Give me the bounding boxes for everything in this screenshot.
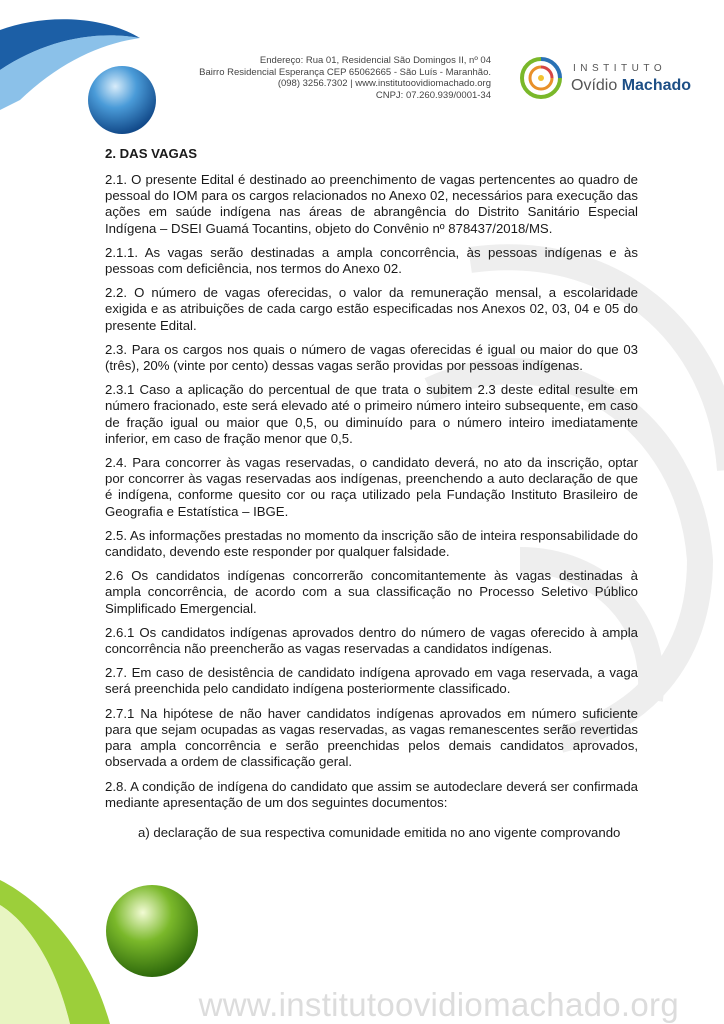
address-line: CNPJ: 07.260.939/0001-34 <box>375 89 491 101</box>
institute-logo <box>516 55 696 101</box>
paragraph: 2.1.1. As vagas serão destinadas a ampla concorrência, às pessoas indígenas e às pessoas com deficiência, nos termos do Anexo 02. <box>105 244 638 277</box>
paragraph: 2.2. O número de vagas oferecidas, o valor da remuneração mensal, a escolaridade exigida e as atribuições de cada cargo estão especificadas nos Anexos 02, 03, 04 e 05 do presente Edital. <box>105 285 638 333</box>
paragraph: 2.7. Em caso de desistência de candidato indígena aprovado em vaga reservada, a vaga será preenchida pelo candidato indígena posteriormente classificado. <box>105 665 638 697</box>
header-address <box>188 55 491 101</box>
paragraph: 2.1. O presente Edital é destinado ao preenchimento de vagas pertencentes ao quadro de pessoal do IOM para os cargos relacionados no Anexo 02, necessários para execução das ações em saúde indígena nas áreas de abrangência do Distrito Sanitário Especial Indígena – DSEI Guamá Tocantins, objeto do Convênio nº 878437/2018/MS. <box>105 172 638 236</box>
logo-name <box>571 77 691 95</box>
paragraph: 2.3.1 Caso a aplicação do percentual de que trata o subitem 2.3 deste edital resulte em número fracionado, este será elevado até o primeiro número inteiro subsequente, em caso de fração igual ou maior que 0,5, ou diminuído para o número inteiro imediatamente inferior, em caso de fração menor que 0,5. <box>105 382 638 446</box>
paragraph: 2.7.1 Na hipótese de não haver candidatos indígenas aprovados em número suficiente para que sejam ocupadas as vagas reservadas, as vagas remanescentes serão revertidas para ampla concorrência e serão preenchidas pelos demais candidatos aprovados, observada a ordem de classificação geral. <box>105 705 638 770</box>
logo-swirl-icon <box>516 55 566 101</box>
paragraph: 2.4. Para concorrer às vagas reservadas, o candidato deverá, no ato da inscrição, optar por concorrer às vagas reservadas aos indígenas, preenchendo a auto declaração de que é indígena, conforme quesito cor ou raça utilizado pela Fundação Instituto Brasileiro de Geografia e Estatística – IBGE. <box>105 455 638 519</box>
list-item: a) declaração de sua respectiva comunidade emitida no ano vigente comprovando <box>138 824 621 840</box>
green-sphere <box>106 885 198 977</box>
logo-name-second: Machado <box>621 77 692 94</box>
paragraph: 2.6.1 Os candidatos indígenas aprovados dentro do número de vagas oferecido à ampla concorrência não preencherão as vagas reservadas a candidatos indígenas. <box>105 624 638 657</box>
document-body <box>105 146 638 849</box>
paragraph: 2.5. As informações prestadas no momento da inscrição são de inteira responsabilidade do candidato, devendo este responder por qualquer falsidade. <box>105 527 638 560</box>
blue-sphere <box>88 66 156 134</box>
paragraph: 2.3. Para os cargos nos quais o número de vagas oferecidas é igual ou maior do que 03 (três), 20% (vinte por cento) dessas vagas serão providas por pessoas indígenas. <box>105 341 638 374</box>
logo-top-text: INSTITUTO <box>573 63 667 74</box>
address-line: Bairro Residencial Esperança CEP 65062665 - São Luís - Maranhão. <box>199 66 491 78</box>
section-title: 2. DAS VAGAS <box>105 146 198 161</box>
paragraph: 2.8. A condição de indígena do candidato que assim se autodeclare deverá ser confirmada mediante apresentação de um dos seguintes documentos: <box>105 778 638 810</box>
logo-name-first: Ovídio <box>571 77 618 94</box>
address-line: Endereço: Rua 01, Residencial São Domingos II, nº 04 <box>259 55 491 66</box>
footer-url-text: www.institutoovidiomachado.org <box>198 986 679 1023</box>
address-line: (098) 3256.7302 | www.institutoovidiomachado.org <box>277 78 491 89</box>
paragraph: 2.6 Os candidatos indígenas concorrerão concomitantemente às vagas destinadas à ampla concorrência, de acordo com a sua classificação no Processo Seletivo Público Simplificado Emergencial. <box>105 568 638 616</box>
